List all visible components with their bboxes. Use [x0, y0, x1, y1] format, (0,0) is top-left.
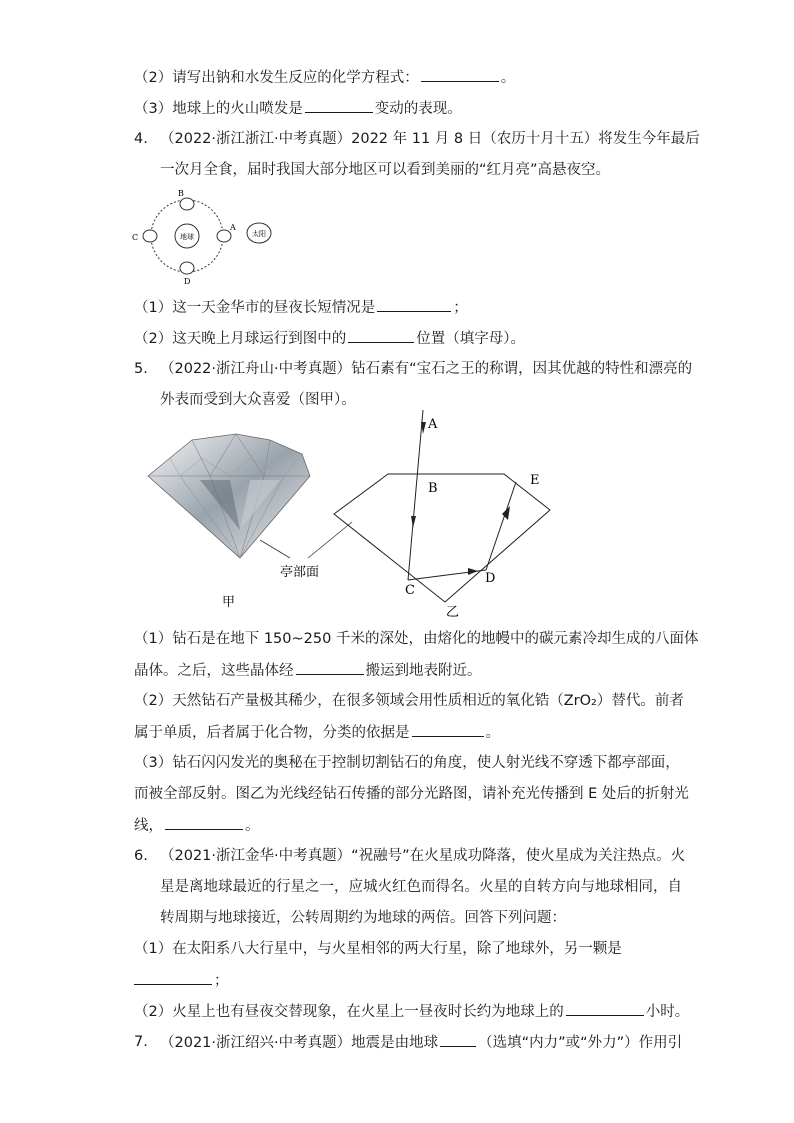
q6-2-text: （2）火星上也有昼夜交替现象，在火星上一昼夜时长约为地球上的 — [134, 1004, 564, 1020]
q5-3-line-2: 而被全部反射。图乙为光线经钻石传播的部分光路图，请补充光传播到 E 处后的折射光 — [134, 786, 689, 802]
ray-d-e — [486, 482, 516, 570]
moon-b — [180, 198, 194, 210]
q3-3-text-end: 变动的表现。 — [374, 101, 462, 117]
answer-blank[interactable] — [305, 98, 373, 113]
q5-3-end: 。 — [245, 818, 260, 834]
q6-1-line-1: （1）在太阳系八大行星中，与火星相邻的两大行星，除了地球外，另一颗是 — [134, 941, 622, 957]
q3-3-text: （3）地球上的火山喷发是 — [134, 101, 303, 117]
q5-1-line-1: （1）钻石是在地下 150~250 千米的深处，由熔化的地幔中的碳元素冷却生成的八面体 — [134, 631, 699, 647]
q6-line-1: （2021·浙江金华·中考真题）“祝融号”在火星成功降落，使火星成为关注热点。火 — [160, 848, 686, 864]
answer-blank[interactable] — [440, 1032, 476, 1047]
label-c: C — [132, 233, 139, 242]
q3-3-line — [134, 98, 462, 119]
answer-blank[interactable] — [296, 660, 364, 675]
q4-2-line — [134, 328, 525, 349]
question-number: 7. — [134, 1034, 148, 1050]
label-b: B — [178, 189, 184, 198]
answer-blank[interactable] — [348, 328, 414, 343]
q6-line-3: 转周期与地球接近，公转周期约为地球的两倍。回答下列问题： — [160, 910, 566, 926]
q7-text-end: （选填“内力”或“外力”）作用引 — [478, 1035, 683, 1051]
answer-blank[interactable] — [165, 815, 243, 830]
answer-blank[interactable] — [134, 970, 212, 985]
moon-c — [143, 230, 157, 242]
q5-1-end: 搬运到地表附近。 — [365, 663, 482, 679]
label-a: A — [428, 417, 438, 432]
arrow-d — [502, 506, 510, 520]
answer-blank[interactable] — [377, 297, 451, 312]
figure-yi-label: 乙 — [446, 605, 460, 620]
q4-2-text: （2）这天晚上月球运行到图中的 — [134, 331, 347, 347]
q5-2-text: 属于单质，后者属于化合物，分类的依据是 — [134, 725, 410, 741]
q5-2-end: 。 — [485, 725, 500, 741]
moon-d — [180, 262, 194, 274]
q5-3-line-1: （3）钻石闪闪发光的奥秘在于控制切割钻石的角度，使人射光线不穿透下都亭部面， — [134, 755, 680, 771]
leader-line-right — [308, 522, 352, 558]
label-d: D — [184, 277, 191, 286]
q5-1-text: 晶体。之后，这些晶体经 — [134, 663, 294, 679]
label-b: B — [428, 481, 438, 496]
figure-jia-label: 甲 — [222, 595, 236, 610]
q6-2-end: 小时。 — [645, 1004, 690, 1020]
q7-line-1 — [160, 1032, 682, 1053]
moon-orbit-diagram — [132, 186, 280, 292]
q5-2-line-1: （2）天然钻石产量极其稀少，在很多领域会用性质相近的氧化锆（ZrO₂）替代。前者 — [134, 693, 684, 709]
label-a: A — [230, 223, 236, 232]
q4-line-1: （2022·浙江浙江·中考真题）2022 年 11 月 8 日（农历十月十五）将发生今年最后 — [160, 131, 700, 147]
diamond-figure — [140, 410, 580, 624]
q6-line-2: 星是离地球最近的行星之一，应城火红色而得名。火星的自转方向与地球相同，自 — [160, 879, 682, 895]
q3-2-text: （2）请写出钠和水发生反应的化学方程式： — [134, 70, 419, 86]
q4-line-2: 一次月全食，届时我国大部分地区可以看到美丽的“红月亮”高悬夜空。 — [160, 162, 611, 178]
arrow-b — [411, 516, 416, 528]
diamond-section — [334, 474, 550, 602]
label-c: C — [405, 583, 415, 598]
pavilion-label: 亭部面 — [280, 565, 320, 580]
q5-line-1: （2022·浙江舟山·中考真题）钻石素有“宝石之王的称谓，因其优越的特性和漂亮的 — [160, 361, 693, 377]
leader-line-left — [260, 540, 290, 558]
sun-label: 太阳 — [252, 230, 266, 238]
answer-blank[interactable] — [421, 67, 499, 82]
answer-blank[interactable] — [566, 1001, 644, 1016]
label-e: E — [530, 473, 540, 488]
q5-3-text: 线， — [134, 818, 163, 834]
q4-1-line — [134, 297, 468, 318]
diamond-image — [148, 434, 310, 558]
moon-a — [217, 230, 231, 242]
earth-label: 地球 — [180, 233, 194, 241]
q7-text: （2021·浙江绍兴·中考真题）地震是由地球 — [160, 1035, 439, 1051]
q6-2-line — [134, 1001, 689, 1022]
question-number: 6. — [134, 848, 148, 864]
q6-1-end: ； — [214, 973, 229, 989]
q5-line-2: 外表而受到大众喜爱（图甲）。 — [160, 392, 356, 408]
answer-blank[interactable] — [412, 722, 484, 737]
q5-1-line-2 — [134, 660, 482, 681]
q6-1-line-2 — [134, 970, 229, 991]
q4-1-text: （1）这一天金华市的昼夜长短情况是 — [134, 300, 376, 316]
q5-2-line-2 — [134, 722, 500, 743]
question-number: 4. — [134, 131, 148, 147]
q3-2-line: （2）请写出钠和水发生反应的化学方程式： 。 — [134, 67, 515, 88]
question-number: 5. — [134, 361, 148, 377]
q4-2-end: 位置（填字母）。 — [416, 331, 525, 347]
q5-3-line-3 — [134, 815, 260, 836]
label-d: D — [485, 571, 496, 586]
q4-1-end: ； — [453, 300, 468, 316]
ray-ab-c — [408, 410, 423, 580]
